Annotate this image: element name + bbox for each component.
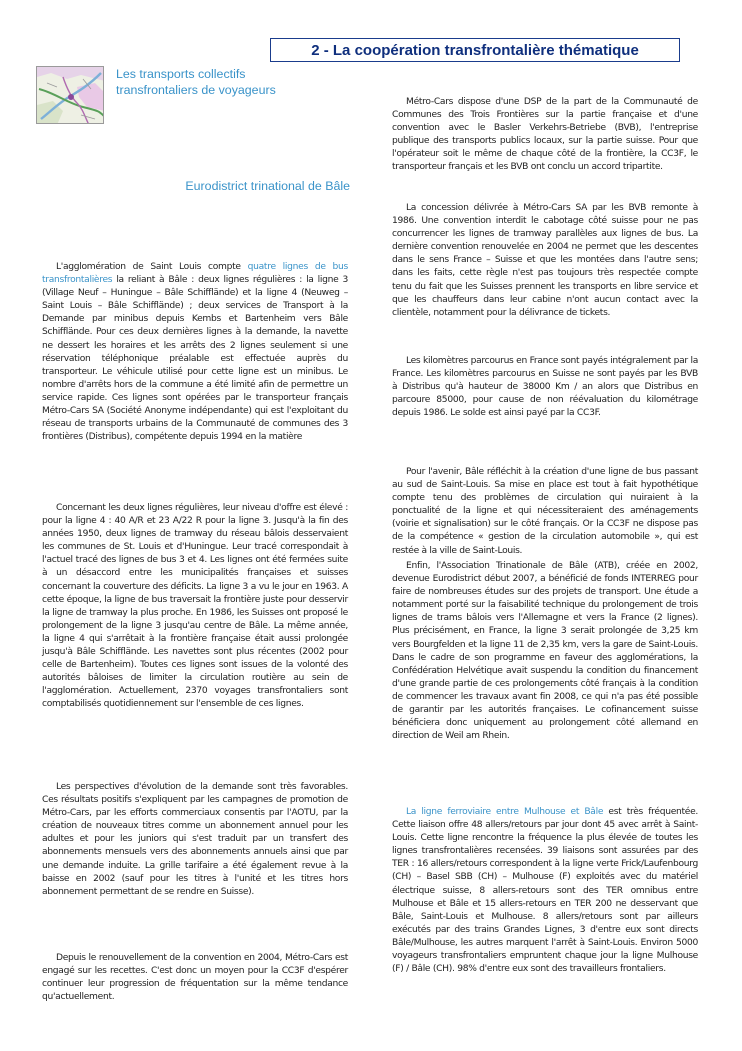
right-paragraph-5: Enfin, l'Association Trinationale de Bâle (ATB), créée en 2002, devenue Eurodistrict début 2007, a bénéficié de fonds INTERREG pour faire de nombreuses études sur des projets de transport. Une étude a notamment porté sur la faisabilité technique du prolongement de trois lignes de trams bâlois vers l'Allemagne et vers la France (2 lignes). Plus précisément, en France, la ligne 3 serait prolongée de 3,25 km vers Bourgfelden et la ligne 11 de 2,35 km, vers la gare de Saint-Louis. Dans le cadre de son programme en faveur des agglomérations, la Confédération Helvétique avait suspendu la condition du financement d'une grande partie de ces prolongements côté français à la condition de commencer les travaux avant fin 2008, ce qui n'a pas été possible de garantir par les autorités françaises. Le cofinancement suisse bénéficiera donc uniquement au prolongement côté allemand en direction de Weil am Rhein. <box>392 561 698 742</box>
section-subtitle: Eurodistrict trinational de Bâle <box>185 179 350 193</box>
section-title <box>116 66 316 98</box>
left-paragraph-1 <box>42 261 348 444</box>
highlight-rail-line: La ligne ferroviaire entre Mulhouse et Bâle <box>406 807 604 817</box>
right-paragraph-3: Les kilomètres parcourus en France sont payés intégralement par la France. Les kilomètres parcourus en Suisse ne sont payés par les BVB à Distribus qu'à hauteur de 38000 Km / an alors que Distribus en parcoure 85000, pour cause de non réévaluation du kilométrage depuis 1986. Le solde est ainsi payé par la CC3F. <box>392 356 698 419</box>
page-header-title: 2 - La coopération transfrontalière thématique <box>311 41 639 59</box>
highlight-bus-lines: quatre lignes de bus transfrontalières <box>42 262 348 286</box>
left-p1-body: la reliant à Bâle : deux lignes régulières : la ligne 3 (Village Neuf – Huningue – Bâle Schifflände) et la ligne 4 (Neuweg – Saint Louis – Bâle Schifflände) ; deux services de Transport à la Demande par minibus depuis Kembs et Bartenheim vers Bâle Schifflände. Pour ces deux dernières lignes à la demande, la navette ne dessert les horaires et les arrêts des 2 lignes seulement si une réservation téléphonique préalable est effectuée auprès du transporteur. Le véhicule utilisé pour cette ligne est un minibus. Le nombre d'arrêts hors de la commune a été limité afin de permettre un service rapide. Ces lignes sont opérées par le transporteur français Métro-Cars SA (Société Anonyme indépendante) qui est l'exploitant du réseau de transports urbains de la Communauté de communes des 3 frontières (Distribus), compétente depuis 1994 en la matière <box>42 275 348 443</box>
left-p1-intro: L'agglomération de Saint Louis compte <box>56 262 248 272</box>
right-p6-body: est très fréquentée. Cette liaison offre 48 allers/retours par jour dont 45 avec arrêt à Saint-Louis. Cette ligne rencontre la fréquence la plus élevée de toutes les lignes transfrontalières recensées. 39 liaisons sont assurées par des TER : 16 allers/retours correspondent à la ligne verte Frick/Laufenbourg (CH) – Basel SBB (CH) – Mulhouse (F) exploités avec du matériel électrique suisse, 8 allers-retours sont des TER omnibus entre Mulhouse et Bâle et 15 allers-retours en TER 200 ne desservant que Bâle, Saint-Louis et Mulhouse. 8 allers/retours sont par ailleurs exécutés par des trains Grandes Lignes, 3 d'entre eux sont directs Bâle/Mulhouse, les autres marquent l'arrêt à Saint-Louis. Environ 5000 voyageurs transfrontaliers empruntent chaque jour la ligne Mulhouse (F) / Bâle (CH). 98% d'entre eux sont des travailleurs frontaliers. <box>392 807 699 975</box>
right-paragraph-6 <box>392 806 698 976</box>
page-header <box>270 38 680 62</box>
right-paragraph-2: La concession délivrée à Métro-Cars SA par les BVB remonte à 1986. Une convention interdit le cabotage côté suisse pour ne pas concurrencer les lignes de tramway parallèles aux lignes de bus. La dernière convention renouvelée en 2004 ne permet que les descentes dans le sens France – Suisse et que les montées dans l'autre sens; dans les faits, cette règle n'est pas toujours très respectée compte tenu du fait que les Suisses prennent les transports en libre service et que les chauffeurs dans leur cabine n'ont aucun contact avec la clientèle, notamment pour la délivrance de tickets. <box>392 203 698 318</box>
left-paragraph-3: Les perspectives d'évolution de la demande sont très favorables. Ces résultats positifs s'expliquent par les campagnes de promotion de Métro-Cars, par les efforts commerciaux consentis par l'AOTU, par la création de nouveaux titres comme un abonnement annuel pour les adultes et pour les juniors qui s'est traduit par un transfert des abonnements mensuels vers des abonnements annuels ainsi que par une demande induite. La grille tarifaire a été également revue à la baisse en 2002 (sauf pour les titres à l'unité et les titres hors abonnement permettant de se rendre en Suisse). <box>42 782 348 897</box>
left-paragraph-4: Depuis le renouvellement de la convention en 2004, Métro-Cars est engagé sur les recettes. C'est donc un moyen pour la CC3F d'espérer continuer leur progression de fréquentation sur la même tendance qu'actuellement. <box>42 953 348 1003</box>
map-thumbnail-icon <box>36 66 104 124</box>
section-title-line-2: transfrontaliers de voyageurs <box>116 83 276 97</box>
right-paragraph-4: Pour l'avenir, Bâle réfléchit à la création d'une ligne de bus passant au sud de Saint-Louis. Sa mise en place est tout à fait hypothétique compte tenu des problèmes de circulation qui nuiraient à la ponctualité de la ligne et qui nécessiteraient des aménagements (voirie et signalisation) sur le côté français. Or la CC3F ne dispose pas de la compétence « gestion de la circulation automobile », qui est restée à la ville de Saint-Louis. <box>392 467 698 556</box>
right-paragraph-1: Métro-Cars dispose d'une DSP de la part de la Communauté de Communes des Trois Frontières sur la partie française et d'une convention avec le Basler Verkehrs-Betriebe (BVB), l'entreprise publique des transports publics locaux, sur la partie suisse. Pour que l'opérateur soit le même de chaque côté de la frontière, la CC3F, le transporteur français et les BVB ont conclu un accord tripartite. <box>392 97 698 173</box>
left-paragraph-2: Concernant les deux lignes régulières, leur niveau d'offre est élevé : pour la ligne 4 : 40 A/R et 23 A/22 R pour la ligne 3. Jusqu'à la fin des années 1950, deux lignes de tramway du réseau bâlois desservaient les communes de St. Louis et d'Huningue. Leur tracé correspondait à l'actuel tracé des lignes de bus 3 et 4. Les lignes ont été fermées suite à un désaccord entre les municipalités françaises et suisses concernant la couverture des déficits. La ligne 3 a vu le jour en 1963. A cette époque, la ligne de bus traversait la frontière juste pour desservir la ligne de tramway la plus proche. En 1986, les Suisses ont proposé le prolongement de la ligne 3 jusqu'au centre de Bâle. La même année, la ligne 4 qui s'arrêtait à la frontière française était aussi prolongée jusqu'à Bâle Schifflände. Les navettes sont plus récentes (2002 pour celle de Bartenheim). Toutes ces lignes sont issues de la volonté des autorités bâloises de limiter la circulation routière au sein de l'agglomération. Actuellement, 2370 voyages transfrontaliers sont comptabilisés quotidiennement sur l'ensemble de ces lignes. <box>42 503 348 710</box>
map-thumbnail-graphic <box>37 67 104 124</box>
section-title-line-1: Les transports collectifs <box>116 67 246 81</box>
